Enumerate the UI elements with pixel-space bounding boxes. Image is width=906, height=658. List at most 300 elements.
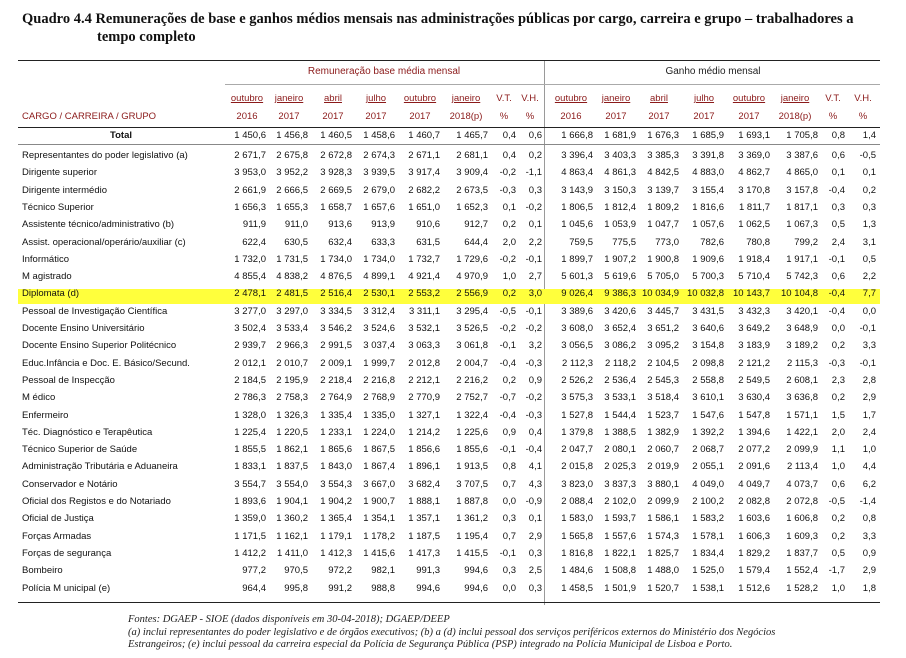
table-cell: 964,4 <box>242 582 266 594</box>
table-cell: -1,1 <box>525 167 542 179</box>
table-cell: -0,5 <box>828 496 845 507</box>
table-cell: -0,1 <box>859 357 876 369</box>
table-cell: 1 855,6 <box>456 444 488 456</box>
table-cell: 3 667,0 <box>363 478 395 490</box>
table-cell: 1 816,8 <box>561 547 593 559</box>
table-cell: 4 921,4 <box>408 271 440 283</box>
table-cell: 1 606,3 <box>738 530 770 542</box>
total-rule <box>18 144 880 145</box>
table-cell: 0,2 <box>502 288 516 300</box>
table-cell: 2,9 <box>862 392 876 404</box>
table-cell: 0,0 <box>502 496 516 507</box>
table-cell: 1 179,1 <box>320 530 352 542</box>
table-cell: 5 710,4 <box>738 271 770 283</box>
table-cell: 1 225,4 <box>234 426 266 438</box>
table-cell: 1 574,3 <box>647 530 679 542</box>
table-cell: 1 888,1 <box>408 496 440 507</box>
table-cell: 4 876,5 <box>320 271 352 283</box>
footnote-sources: Fontes: DGAEP - SIOE (dados disponíveis em 30-04-2018); DGAEP/DEEP <box>128 614 450 625</box>
row-label: Diplomata (d) <box>22 288 80 300</box>
table-cell: 991,3 <box>416 565 440 577</box>
table-cell: 3 533,1 <box>604 392 636 404</box>
table-cell: 4 842,5 <box>647 167 679 179</box>
table-cell: 0,0 <box>862 305 876 317</box>
table-cell: 1 488,0 <box>647 565 679 577</box>
table-cell: 10 104,8 <box>781 288 818 300</box>
table-cell: 4 049,0 <box>692 478 724 490</box>
table-cell: -0,4 <box>828 184 845 196</box>
table-cell: 0,5 <box>831 547 845 559</box>
table-cell: 911,0 <box>284 219 308 231</box>
table-cell: 0,3 <box>502 513 516 525</box>
table-cell: -0,1 <box>859 323 876 334</box>
table-cell: 0,0 <box>831 323 845 334</box>
table-cell: 4 970,9 <box>456 271 488 283</box>
table-cell: 2 671,7 <box>234 150 266 161</box>
table-cell: -0,2 <box>525 392 542 404</box>
column-header-1-month: janeiro <box>274 93 304 104</box>
row-label: Técnico Superior <box>22 201 94 213</box>
table-cell: 1 896,1 <box>408 461 440 473</box>
table-cell: 4 899,1 <box>363 271 395 283</box>
table-cell: -0,5 <box>859 150 876 161</box>
table-cell: 2 055,1 <box>692 461 724 473</box>
table-cell: 2 752,7 <box>456 392 488 404</box>
table-cell: 1 458,6 <box>363 130 395 141</box>
table-cell: 3 095,2 <box>647 340 679 352</box>
column-header-15-month: V.H. <box>854 93 872 104</box>
table-cell: 1 171,5 <box>234 530 266 542</box>
table-cell: 3 837,3 <box>604 478 636 490</box>
table-cell: 1 547,6 <box>692 409 724 421</box>
column-header-2-month: abril <box>324 93 342 104</box>
row-label: Pessoal de Inspecção <box>22 374 115 386</box>
row-label: Pessoal de Investigação Científica <box>22 305 168 317</box>
group-rule <box>225 84 880 85</box>
table-cell: 1 067,3 <box>786 219 818 231</box>
table-cell: 1 918,4 <box>738 253 770 265</box>
table-cell: 1 806,5 <box>561 201 593 213</box>
table-cell: 2 113,4 <box>787 461 818 473</box>
row-header-label: CARGO / CARREIRA / GRUPO <box>22 111 157 122</box>
table-cell: 1 579,4 <box>738 565 770 577</box>
table-cell: 4 883,0 <box>692 167 724 179</box>
table-cell: 1,7 <box>862 409 876 421</box>
table-cell: 1,4 <box>862 130 876 141</box>
table-cell: -0,9 <box>525 496 542 507</box>
table-cell: 3 295,4 <box>456 305 488 317</box>
table-cell: 0,2 <box>862 184 876 196</box>
table-cell: 1 652,3 <box>456 201 488 213</box>
table-cell: 3 056,5 <box>561 340 593 352</box>
column-header-4-month: outubro <box>403 93 437 104</box>
table-cell: 3 554,7 <box>234 478 266 490</box>
table-cell: 1 501,9 <box>604 582 636 594</box>
table-cell: 0,3 <box>528 184 542 196</box>
table-cell: 3 554,0 <box>276 478 308 490</box>
table-cell: 2 010,7 <box>276 357 308 369</box>
table-cell: 0,6 <box>528 130 542 141</box>
table-cell: 2 104,5 <box>647 357 679 369</box>
table-cell: 0,7 <box>502 530 516 542</box>
table-cell: 1 178,2 <box>363 530 395 542</box>
table-cell: 1 394,6 <box>738 426 770 438</box>
table-cell: 3 928,3 <box>320 167 352 179</box>
row-label: Educ.Infância e Doc. E. Básico/Secund. <box>22 357 190 369</box>
table-cell: 1 053,9 <box>604 219 636 231</box>
table-cell: 913,6 <box>328 219 352 231</box>
table-cell: 2 218,4 <box>320 374 352 386</box>
table-cell: 1 224,0 <box>363 426 395 438</box>
table-cell: 3 649,2 <box>738 323 770 334</box>
table-cell: 995,8 <box>284 582 308 594</box>
table-cell: 3 546,2 <box>320 323 352 334</box>
column-header-4-year: 2017 <box>409 111 431 122</box>
table-cell: 2 516,4 <box>320 288 352 300</box>
table-cell: 2 025,3 <box>604 461 636 473</box>
table-cell: 0,3 <box>528 547 542 559</box>
table-cell: 1 233,1 <box>320 426 352 438</box>
table-cell: 1 335,0 <box>363 409 395 421</box>
table-cell: 2 099,9 <box>647 496 679 507</box>
table-cell: 1 655,3 <box>276 201 308 213</box>
table-cell: 5 601,3 <box>561 271 593 283</box>
table-cell: 2 015,8 <box>561 461 593 473</box>
table-cell: 2 556,9 <box>456 288 488 300</box>
table-cell: 3 636,8 <box>786 392 818 404</box>
table-cell: 1 360,2 <box>276 513 308 525</box>
table-cell: 1,8 <box>862 582 876 594</box>
table-cell: 9 026,4 <box>561 288 593 300</box>
table-cell: 1 412,3 <box>320 547 352 559</box>
table-cell: 1 354,1 <box>363 513 395 525</box>
table-cell: 3,3 <box>862 530 876 542</box>
table-cell: 2 216,2 <box>456 374 488 386</box>
column-header-15-year: % <box>858 111 868 122</box>
table-cell: 2 770,9 <box>408 392 440 404</box>
table-cell: 1 809,2 <box>647 201 679 213</box>
table-cell: 3 652,4 <box>604 323 636 334</box>
table-cell: 988,8 <box>371 582 395 594</box>
column-header-0-month: outubro <box>230 93 264 104</box>
table-cell: 6,2 <box>862 478 876 490</box>
table-cell: 1 357,1 <box>408 513 440 525</box>
table-cell: 4 049,7 <box>738 478 770 490</box>
table-cell: 10 032,8 <box>687 288 724 300</box>
table-cell: -0,1 <box>499 340 516 352</box>
table-cell: 0,6 <box>831 478 845 490</box>
table-cell: 977,2 <box>242 565 266 577</box>
table-cell: 1 057,6 <box>692 219 724 231</box>
table-cell: 0,4 <box>502 130 516 141</box>
bottom-rule <box>18 602 880 603</box>
table-cell: 2 682,2 <box>408 184 440 196</box>
table-cell: 2 679,0 <box>363 184 395 196</box>
table-cell: 1 547,8 <box>738 409 770 421</box>
table-cell: 1 666,8 <box>561 130 593 141</box>
table-cell: 1 412,2 <box>234 547 266 559</box>
table-cell: 3 420,6 <box>604 305 636 317</box>
title-line-2: tempo completo <box>97 29 196 45</box>
table-cell: 1 460,7 <box>408 130 440 141</box>
table-cell: 3 154,8 <box>692 340 724 352</box>
table-cell: 911,9 <box>242 219 266 231</box>
row-label: Representantes do poder legislativo (a) <box>22 150 188 161</box>
table-cell: 1 523,7 <box>647 409 679 421</box>
table-cell: 2 672,8 <box>320 150 352 161</box>
row-label: Assistente técnico/administrativo (b) <box>22 219 175 231</box>
table-cell: 1 732,0 <box>234 253 266 265</box>
footnote-note-e: Estrangeiros; (e) inclui pessoal da carreira especial da Polícia de Segurança Pública (PSP) integrado na Polícia Municipal de Lisboa e Porto. <box>128 639 733 650</box>
table-cell: -0,3 <box>828 357 845 369</box>
table-cell: 0,2 <box>831 513 845 525</box>
row-label: Técnico Superior de Saúde <box>22 444 138 456</box>
row-label: Polícia M unicipal (e) <box>22 582 111 594</box>
table-cell: 5 700,3 <box>692 271 724 283</box>
table-cell: -0,2 <box>525 323 542 334</box>
table-cell: 2 184,5 <box>234 374 266 386</box>
table-cell: 1 382,9 <box>647 426 679 438</box>
table-cell: 3,2 <box>528 340 542 352</box>
table-cell: 3 909,4 <box>456 167 488 179</box>
table-cell: 3 532,1 <box>408 323 440 334</box>
table-cell: -0,4 <box>828 305 845 317</box>
table-cell: 1 415,6 <box>363 547 395 559</box>
table-cell: 3 526,5 <box>456 323 488 334</box>
table-cell: 3 403,3 <box>604 150 636 161</box>
column-header-13-year: 2018(p) <box>778 111 812 122</box>
table-cell: 1 527,8 <box>561 409 593 421</box>
table-cell: 2 004,7 <box>456 357 488 369</box>
table-cell: 1 651,0 <box>408 201 440 213</box>
table-cell: 3 880,1 <box>647 478 679 490</box>
row-label: Assist. operacional/operário/auxiliar (c) <box>22 236 186 248</box>
column-header-5-year: 2018(p) <box>449 111 483 122</box>
table-cell: 780,8 <box>746 236 770 248</box>
footnote-notes-a-d: (a) inclui representantes do poder legislativo e de órgãos executivos; (b) a (d) inclui pessoal dos serviços periféricos externos do Ministério dos Negócios <box>128 626 776 638</box>
table-cell: -0,2 <box>525 201 542 213</box>
table-cell: 1 867,5 <box>363 444 395 456</box>
table-cell: 622,4 <box>242 236 266 248</box>
table-cell: 2 216,8 <box>363 374 395 386</box>
column-header-14-month: V.T. <box>825 93 841 104</box>
table-cell: 0,2 <box>831 340 845 352</box>
table-cell: 3 189,2 <box>786 340 818 352</box>
table-cell: -0,3 <box>525 409 542 421</box>
table-cell: 994,6 <box>416 582 440 594</box>
table-cell: 1 837,7 <box>786 547 818 559</box>
table-cell: 2 112,3 <box>562 357 593 369</box>
table-cell: 632,4 <box>328 236 352 248</box>
table-cell: -0,5 <box>499 305 516 317</box>
table-cell: 2 661,9 <box>234 184 266 196</box>
footnotes <box>128 614 888 652</box>
column-header-1-year: 2017 <box>278 111 300 122</box>
table-cell: 5 619,6 <box>604 271 636 283</box>
table-cell: 2 671,1 <box>408 150 440 161</box>
table-cell: 1 379,8 <box>561 426 593 438</box>
column-header-13-month: janeiro <box>780 93 810 104</box>
table-cell: 2 098,8 <box>692 357 724 369</box>
row-label: Bombeiro <box>22 565 63 577</box>
row-label: M agistrado <box>22 271 72 283</box>
table-cell: 10 143,7 <box>733 288 770 300</box>
table-cell: 3 939,5 <box>363 167 395 179</box>
table-cell: 1 904,2 <box>320 496 352 507</box>
table-cell: 1 731,5 <box>276 253 308 265</box>
table-cell: 1 833,1 <box>234 461 266 473</box>
table-cell: 3 143,9 <box>561 184 593 196</box>
column-header-3-year: 2017 <box>365 111 387 122</box>
table-cell: 1 887,8 <box>456 496 488 507</box>
row-label: Docente Ensino Superior Politécnico <box>22 340 177 352</box>
column-header-5-month: janeiro <box>451 93 481 104</box>
table-cell: 2 536,4 <box>604 374 636 386</box>
table-cell: 1,0 <box>831 461 845 473</box>
table-cell: 1 460,5 <box>320 130 352 141</box>
table-cell: -0,2 <box>499 253 516 265</box>
table-cell: 4 838,2 <box>276 271 308 283</box>
table-cell: 782,6 <box>700 236 724 248</box>
row-label: Conservador e Notário <box>22 478 118 490</box>
table-cell: 1 900,8 <box>647 253 679 265</box>
table-cell: 4 855,4 <box>234 271 266 283</box>
table-cell: 1 365,4 <box>320 513 352 525</box>
column-header-10-year: 2017 <box>648 111 670 122</box>
table-cell: -0,4 <box>525 444 542 456</box>
table-cell: 1 999,7 <box>363 357 395 369</box>
table-cell: 1 609,3 <box>786 530 818 542</box>
table-cell: -1,4 <box>859 496 876 507</box>
table-cell: 2 080,1 <box>604 444 636 456</box>
table-cell: 3 952,2 <box>276 167 308 179</box>
table-cell: 3 420,1 <box>786 305 818 317</box>
table-cell: 3 917,4 <box>408 167 440 179</box>
table-cell: -0,2 <box>499 167 516 179</box>
table-cell: 4,1 <box>528 461 542 473</box>
table-cell: 1 734,0 <box>320 253 352 265</box>
table-cell: 2,2 <box>862 271 876 283</box>
column-header-7-year: % <box>525 111 535 122</box>
table-cell: 1 322,4 <box>456 409 488 421</box>
column-header-12-year: 2017 <box>738 111 760 122</box>
table-cell: 3 575,3 <box>561 392 593 404</box>
table-cell: 3 608,0 <box>561 323 593 334</box>
top-rule <box>18 60 880 61</box>
table-cell: 1 411,0 <box>277 547 308 559</box>
table-cell: 0,1 <box>831 167 845 179</box>
table-cell: 3,3 <box>862 340 876 352</box>
table-cell: -0,3 <box>499 184 516 196</box>
table-cell: 3 432,3 <box>738 305 770 317</box>
table-cell: 0,7 <box>502 478 516 490</box>
table-cell: 1,0 <box>502 271 516 283</box>
table-cell: 4,4 <box>862 461 876 473</box>
table-cell: 3 396,4 <box>561 150 593 161</box>
table-cell: -0,1 <box>525 253 542 265</box>
table-cell: 1 825,7 <box>647 547 679 559</box>
table-cell: 0,1 <box>862 167 876 179</box>
table-cell: 1 734,0 <box>363 253 395 265</box>
table-cell: 994,6 <box>464 582 488 594</box>
table-cell: 799,2 <box>794 236 818 248</box>
table-cell: 2,4 <box>862 426 876 438</box>
table-cell: 775,5 <box>612 236 636 248</box>
table-cell: 3 061,8 <box>456 340 488 352</box>
table-cell: 4,3 <box>528 478 542 490</box>
table-cell: 913,9 <box>371 219 395 231</box>
group-header-base-pay: Remuneração base média mensal <box>307 66 461 77</box>
table-cell: 2 669,5 <box>320 184 352 196</box>
table-cell: 1 907,2 <box>604 253 636 265</box>
table-cell: 2,9 <box>862 565 876 577</box>
table-cell: 2 991,5 <box>320 340 352 352</box>
column-header-10-month: abril <box>650 93 668 104</box>
table-cell: 2 966,3 <box>276 340 308 352</box>
table-cell: 0,9 <box>528 374 542 386</box>
table-cell: -0,4 <box>499 357 516 369</box>
table-cell: 3 311,1 <box>409 305 440 317</box>
table-cell: 1 484,6 <box>561 565 593 577</box>
column-header-8-year: 2016 <box>560 111 582 122</box>
table-cell: 1 520,7 <box>647 582 679 594</box>
table-cell: 1,1 <box>831 444 845 456</box>
table-cell: 0,3 <box>831 201 845 213</box>
table-cell: 4 865,0 <box>786 167 818 179</box>
table-cell: 0,2 <box>831 392 845 404</box>
table-cell: 2,2 <box>528 236 542 248</box>
table-cell: 1 571,1 <box>786 409 818 421</box>
table-cell: 0,2 <box>502 219 516 231</box>
table-cell: 2 012,1 <box>234 357 266 369</box>
table-cell: 2 088,4 <box>561 496 593 507</box>
table-cell: 1 856,6 <box>408 444 440 456</box>
row-label: Forças de segurança <box>22 547 112 559</box>
group-header-earnings: Ganho médio mensal <box>665 66 761 77</box>
table-cell: 1 195,4 <box>456 530 488 542</box>
table-cell: 3 707,5 <box>456 478 488 490</box>
table-cell: 2 758,3 <box>276 392 308 404</box>
table-cell: 1 578,1 <box>692 530 724 542</box>
row-label: Téc. Diagnóstico e Terapêutica <box>22 426 153 438</box>
table-cell: 3 157,8 <box>786 184 818 196</box>
table-cell: 1 335,4 <box>320 409 352 421</box>
column-header-2-year: 2017 <box>322 111 344 122</box>
table-cell: 2 118,2 <box>605 357 636 369</box>
table-cell: 1 327,1 <box>408 409 440 421</box>
row-label-total: Total <box>110 130 132 141</box>
table-cell: 0,8 <box>862 513 876 525</box>
table-cell: 3 334,5 <box>320 305 352 317</box>
row-label: Oficial dos Registos e do Notariado <box>22 496 171 507</box>
table-cell: 1 658,7 <box>320 201 352 213</box>
table-cell: 7,7 <box>862 288 876 300</box>
table-cell: 2 674,3 <box>363 150 395 161</box>
column-header-11-year: 2017 <box>693 111 715 122</box>
table-cell: 2 212,1 <box>408 374 440 386</box>
table-cell: 3 170,8 <box>738 184 770 196</box>
table-cell: -0,4 <box>499 409 516 421</box>
table-cell: 0,2 <box>502 374 516 386</box>
table-cell: 3 533,4 <box>276 323 308 334</box>
table-cell: 2 666,5 <box>276 184 308 196</box>
table-cell: 3 385,3 <box>647 150 679 161</box>
table-cell: 2 009,1 <box>320 357 352 369</box>
table-cell: 644,4 <box>464 236 488 248</box>
table-cell: -1,7 <box>828 565 845 577</box>
table-cell: 0,2 <box>528 150 542 161</box>
table-cell: 0,5 <box>831 219 845 231</box>
